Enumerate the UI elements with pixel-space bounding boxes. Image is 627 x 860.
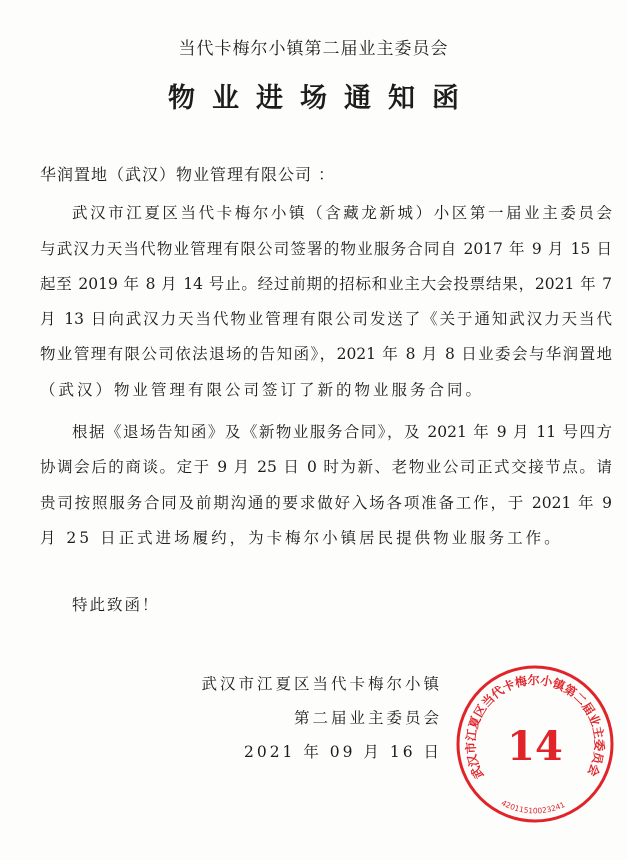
- text-line: 起至 2019 年 8 月 14 号止。经过前期的招标和业主大会投票结果，2021 年 7: [40, 275, 612, 293]
- text-line: 物业管理有限公司依法退场的告知函》，2021 年 8 月 8 日业委会与华润置地: [40, 345, 612, 363]
- seal-code: 42011510023241: [499, 798, 567, 816]
- closing-remark: 特此致函！: [72, 596, 160, 614]
- signature-organization: 武汉市江夏区当代卡梅尔小镇: [201, 675, 442, 693]
- text-line: 月 25 日正式进场履约，为卡梅尔小镇居民提供物业服务工作。: [40, 529, 563, 547]
- text-line: 协调会后的商谈。定于 9 月 25 日 0 时为新、老物业公司正式交接节点。请: [40, 458, 612, 476]
- text-line: 月 13 日向武汉力天当代物业管理有限公司发送了《关于通知武汉力天当代: [40, 310, 612, 328]
- official-seal: [455, 664, 615, 824]
- seal-ring-text: 武汉市江夏区当代卡梅尔小镇第二届业主委员会: [463, 673, 607, 782]
- text-line: 根据《退场告知函》及《新物业服务合同》，及 2021 年 9 月 11 号四方: [72, 423, 612, 441]
- document-title: 物业进场通知函: [168, 83, 476, 114]
- signature-date: 2021 年 09 月 16 日: [243, 743, 442, 761]
- organization-heading: 当代卡梅尔小镇第二届业主委员会: [178, 39, 449, 59]
- text-line: （武汉）物业管理有限公司签订了新的物业服务合同。: [40, 381, 485, 399]
- text-line: 贵司按照服务合同及前期沟通的要求做好入场各项准备工作，于 2021 年 9: [40, 494, 612, 512]
- seal-center-number: 14: [507, 723, 563, 770]
- signature-committee: 第二届业主委员会: [293, 709, 442, 727]
- seal-ring: [458, 667, 612, 821]
- addressee: 华润置地（武汉）物业管理有限公司 ：: [40, 165, 336, 184]
- text-line: 与武汉力天当代物业管理有限公司签署的物业服务合同自 2017 年 9 月 15 日: [40, 240, 612, 258]
- text-line: 武汉市江夏区当代卡梅尔小镇（含藏龙新城）小区第一届业主委员会: [72, 204, 612, 222]
